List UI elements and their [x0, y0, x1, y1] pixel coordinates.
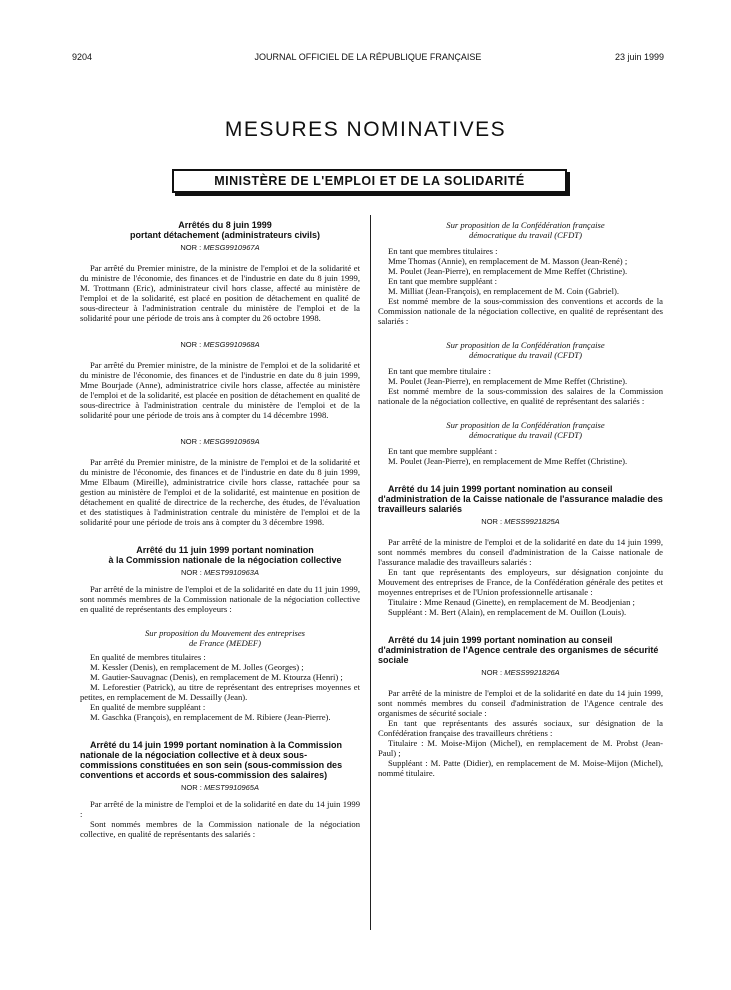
- ministry-banner: MINISTÈRE DE L'EMPLOI ET DE LA SOLIDARITÉ: [172, 169, 567, 193]
- heading: portant détachement (administrateurs civils): [129, 230, 321, 240]
- heading: Arrêté du 14 juin 1999 portant nomination au conseil d'administration de la Caisse nationale de l'assurance maladie des travailleurs salariés: [378, 484, 663, 514]
- paragraph: M. Gautier-Sauvagnac (Denis), en remplacement de M. Ktourza (Henri) ;: [90, 672, 343, 682]
- heading: Arrêté du 11 juin 1999 portant nomination: [136, 545, 314, 555]
- paragraph: M. Poulet (Jean-Pierre), en remplacement de Mme Reffet (Christine).: [388, 376, 628, 386]
- paragraph: M. Poulet (Jean-Pierre), en remplacement de Mme Reffet (Christine).: [388, 456, 628, 466]
- paragraph: En tant que membre suppléant :: [388, 276, 498, 286]
- right-column: [378, 220, 663, 778]
- paragraph: En qualité de membre suppléant :: [90, 702, 206, 712]
- paragraph: Titulaire : Mme Renaud (Ginette), en remplacement de M. Beodjenian ;: [388, 597, 635, 607]
- proposal-line: démocratique du travail (CFDT): [469, 230, 582, 240]
- nor-reference: NOR : MESS9921826A: [481, 668, 560, 677]
- paragraph: Par arrêté de la ministre de l'emploi et de la solidarité en date du 14 juin 1999 :: [80, 799, 360, 819]
- heading: Arrêté du 14 juin 1999 portant nomination au conseil d'administration de l'Agence centrale des organismes de sécurité sociale: [378, 635, 659, 665]
- paragraph: En tant que représentants des employeurs, sur désignation conjointe du Mouvement des entreprises de France, de la Confédération générale des petites et moyennes entreprises et de l'Union professionnelle artisanale :: [378, 567, 663, 597]
- nor-reference: NOR : MESG9910969A: [180, 437, 260, 446]
- nor-reference: NOR : MEST9910963A: [181, 568, 259, 577]
- page-number: 9204: [72, 52, 93, 62]
- paragraph: En tant que membre suppléant :: [388, 446, 498, 456]
- proposal-line: Sur proposition de la Confédération française: [446, 220, 605, 230]
- paragraph: Par arrêté du Premier ministre, de la ministre de l'emploi et de la solidarité et du ministre de l'économie, des finances et de l'industrie en date du 8 juin 1999, M. Trottmann (Eric), administrateur civil hors classe, affecté au ministère de l'emploi et de la solidarité, est placé en position de détachement en qualité de sous-directeur à l'administration centrale du ministère de l'emploi et de la solidarité pour une période de trois ans à compter du 26 octobre 1998.: [80, 263, 360, 323]
- paragraph: Est nommé membre de la sous-commission des conventions et accords de la Commission nationale de la négociation collective, en qualité de représentant des salariés :: [378, 296, 663, 326]
- proposal-line: démocratique du travail (CFDT): [469, 430, 582, 440]
- paragraph: Est nommé membre de la sous-commission des salaires de la Commission nationale de la négociation collective, en qualité de représentant des salariés :: [378, 386, 663, 406]
- paragraph: Par arrêté du Premier ministre, de la ministre de l'emploi et de la solidarité et du ministre de l'économie, des finances et de l'industrie en date du 8 juin 1999, Mme Bourjade (Anne), administratrice civile hors classe, affectée au ministère de l'emploi et de la solidarité, est placée en position de détachement en qualité de sous-directrice à l'administration centrale du ministère de l'emploi et de la solidarité pour une période de trois ans à compter du 14 décembre 1998.: [80, 360, 360, 420]
- paragraph: M. Leforestier (Patrick), au titre de représentant des entreprises moyennes et petites, en remplacement de M. Dessailly (Jean).: [80, 682, 360, 702]
- journal-title: JOURNAL OFFICIEL DE LA RÉPUBLIQUE FRANÇAISE: [254, 52, 482, 62]
- issue-date: 23 juin 1999: [614, 52, 664, 62]
- nor-reference: NOR : MESG9910968A: [180, 340, 260, 349]
- paragraph: Suppléant : M. Bert (Alain), en remplacement de M. Ouillon (Louis).: [388, 607, 627, 617]
- paragraph: Mme Thomas (Annie), en remplacement de M. Masson (Jean-René) ;: [388, 256, 628, 266]
- proposal-line: démocratique du travail (CFDT): [469, 350, 582, 360]
- paragraph: Sont nommés membres de la Commission nationale de la négociation collective, en qualité de représentants des salariés :: [80, 819, 360, 839]
- paragraph: Par arrêté de la ministre de l'emploi et de la solidarité en date du 14 juin 1999, sont nommés membres du conseil d'administration de la Caisse nationale de l'assurance maladie des travailleurs salariés :: [378, 537, 663, 567]
- paragraph: En tant que membre titulaire :: [388, 366, 491, 376]
- paragraph: En qualité de membres titulaires :: [90, 652, 206, 662]
- heading: Arrêté du 14 juin 1999 portant nomination à la Commission nationale de la négociation collective et à deux sous-commissions constituées en son sein (sous-commission des conventions et accords et sous-commission des salaires): [80, 740, 343, 780]
- left-column: [80, 220, 360, 839]
- proposal-line: Sur proposition de la Confédération française: [446, 340, 605, 350]
- paragraph: Par arrêté du Premier ministre, de la ministre de l'emploi et de la solidarité et du ministre de l'économie, des finances et de l'industrie en date du 8 juin 1999, Mme Elbaum (Mireille), administratrice civile hors classe, rattachée pour sa gestion au ministère de l'emploi et de la solidarité, est maintenue en position de détachement en qualité de directrice de la recherche, des études, de l'évaluation et des statistiques à l'administration centrale du ministère de l'emploi et de la solidarité pour une période de trois ans à compter du 3 décembre 1998.: [80, 457, 360, 527]
- paragraph: M. Gaschka (François), en remplacement de M. Ribiere (Jean-Pierre).: [90, 712, 331, 722]
- nor-reference: NOR : MEST9910965A: [181, 783, 259, 792]
- paragraph: Suppléant : M. Patte (Didier), en remplacement de M. Moise-Mijon (Michel), nommé titulaire.: [378, 758, 663, 778]
- nor-reference: NOR : MESG9910967A: [180, 243, 260, 252]
- paragraph: Titulaire : M. Moise-Mijon (Michel), en remplacement de M. Probst (Jean-Paul) ;: [378, 738, 663, 758]
- paragraph: En tant que membres titulaires :: [388, 246, 498, 256]
- paragraph: En tant que représentants des assurés sociaux, sur désignation de la Confédération française des travailleurs chrétiens :: [378, 718, 663, 738]
- paragraph: M. Poulet (Jean-Pierre), en remplacement de Mme Reffet (Christine).: [388, 266, 628, 276]
- nor-reference: NOR : MESS9921825A: [481, 517, 560, 526]
- proposal-line: Sur proposition de la Confédération française: [446, 420, 605, 430]
- heading: à la Commission nationale de la négociation collective: [108, 555, 342, 565]
- paragraph: M. Milliat (Jean-François), en remplacement de M. Coin (Gabriel).: [388, 286, 620, 296]
- proposal-line: de France (MEDEF): [188, 638, 262, 648]
- paragraph: M. Kessler (Denis), en remplacement de M. Jolles (Georges) ;: [90, 662, 304, 672]
- heading: Arrêtés du 8 juin 1999: [178, 220, 272, 230]
- proposal-line: Sur proposition du Mouvement des entreprises: [145, 628, 305, 638]
- column-divider: [370, 215, 371, 930]
- paragraph: Par arrêté de la ministre de l'emploi et de la solidarité en date du 11 juin 1999, sont nommés membres de la Commission nationale de la négociation collective en qualité de représentants des employeurs :: [80, 584, 360, 614]
- page-title: MESURES NOMINATIVES: [224, 118, 507, 141]
- paragraph: Par arrêté de la ministre de l'emploi et de la solidarité en date du 14 juin 1999, sont nommés membres du conseil d'administration de l'Agence centrale des organismes de sécurité sociale :: [378, 688, 663, 718]
